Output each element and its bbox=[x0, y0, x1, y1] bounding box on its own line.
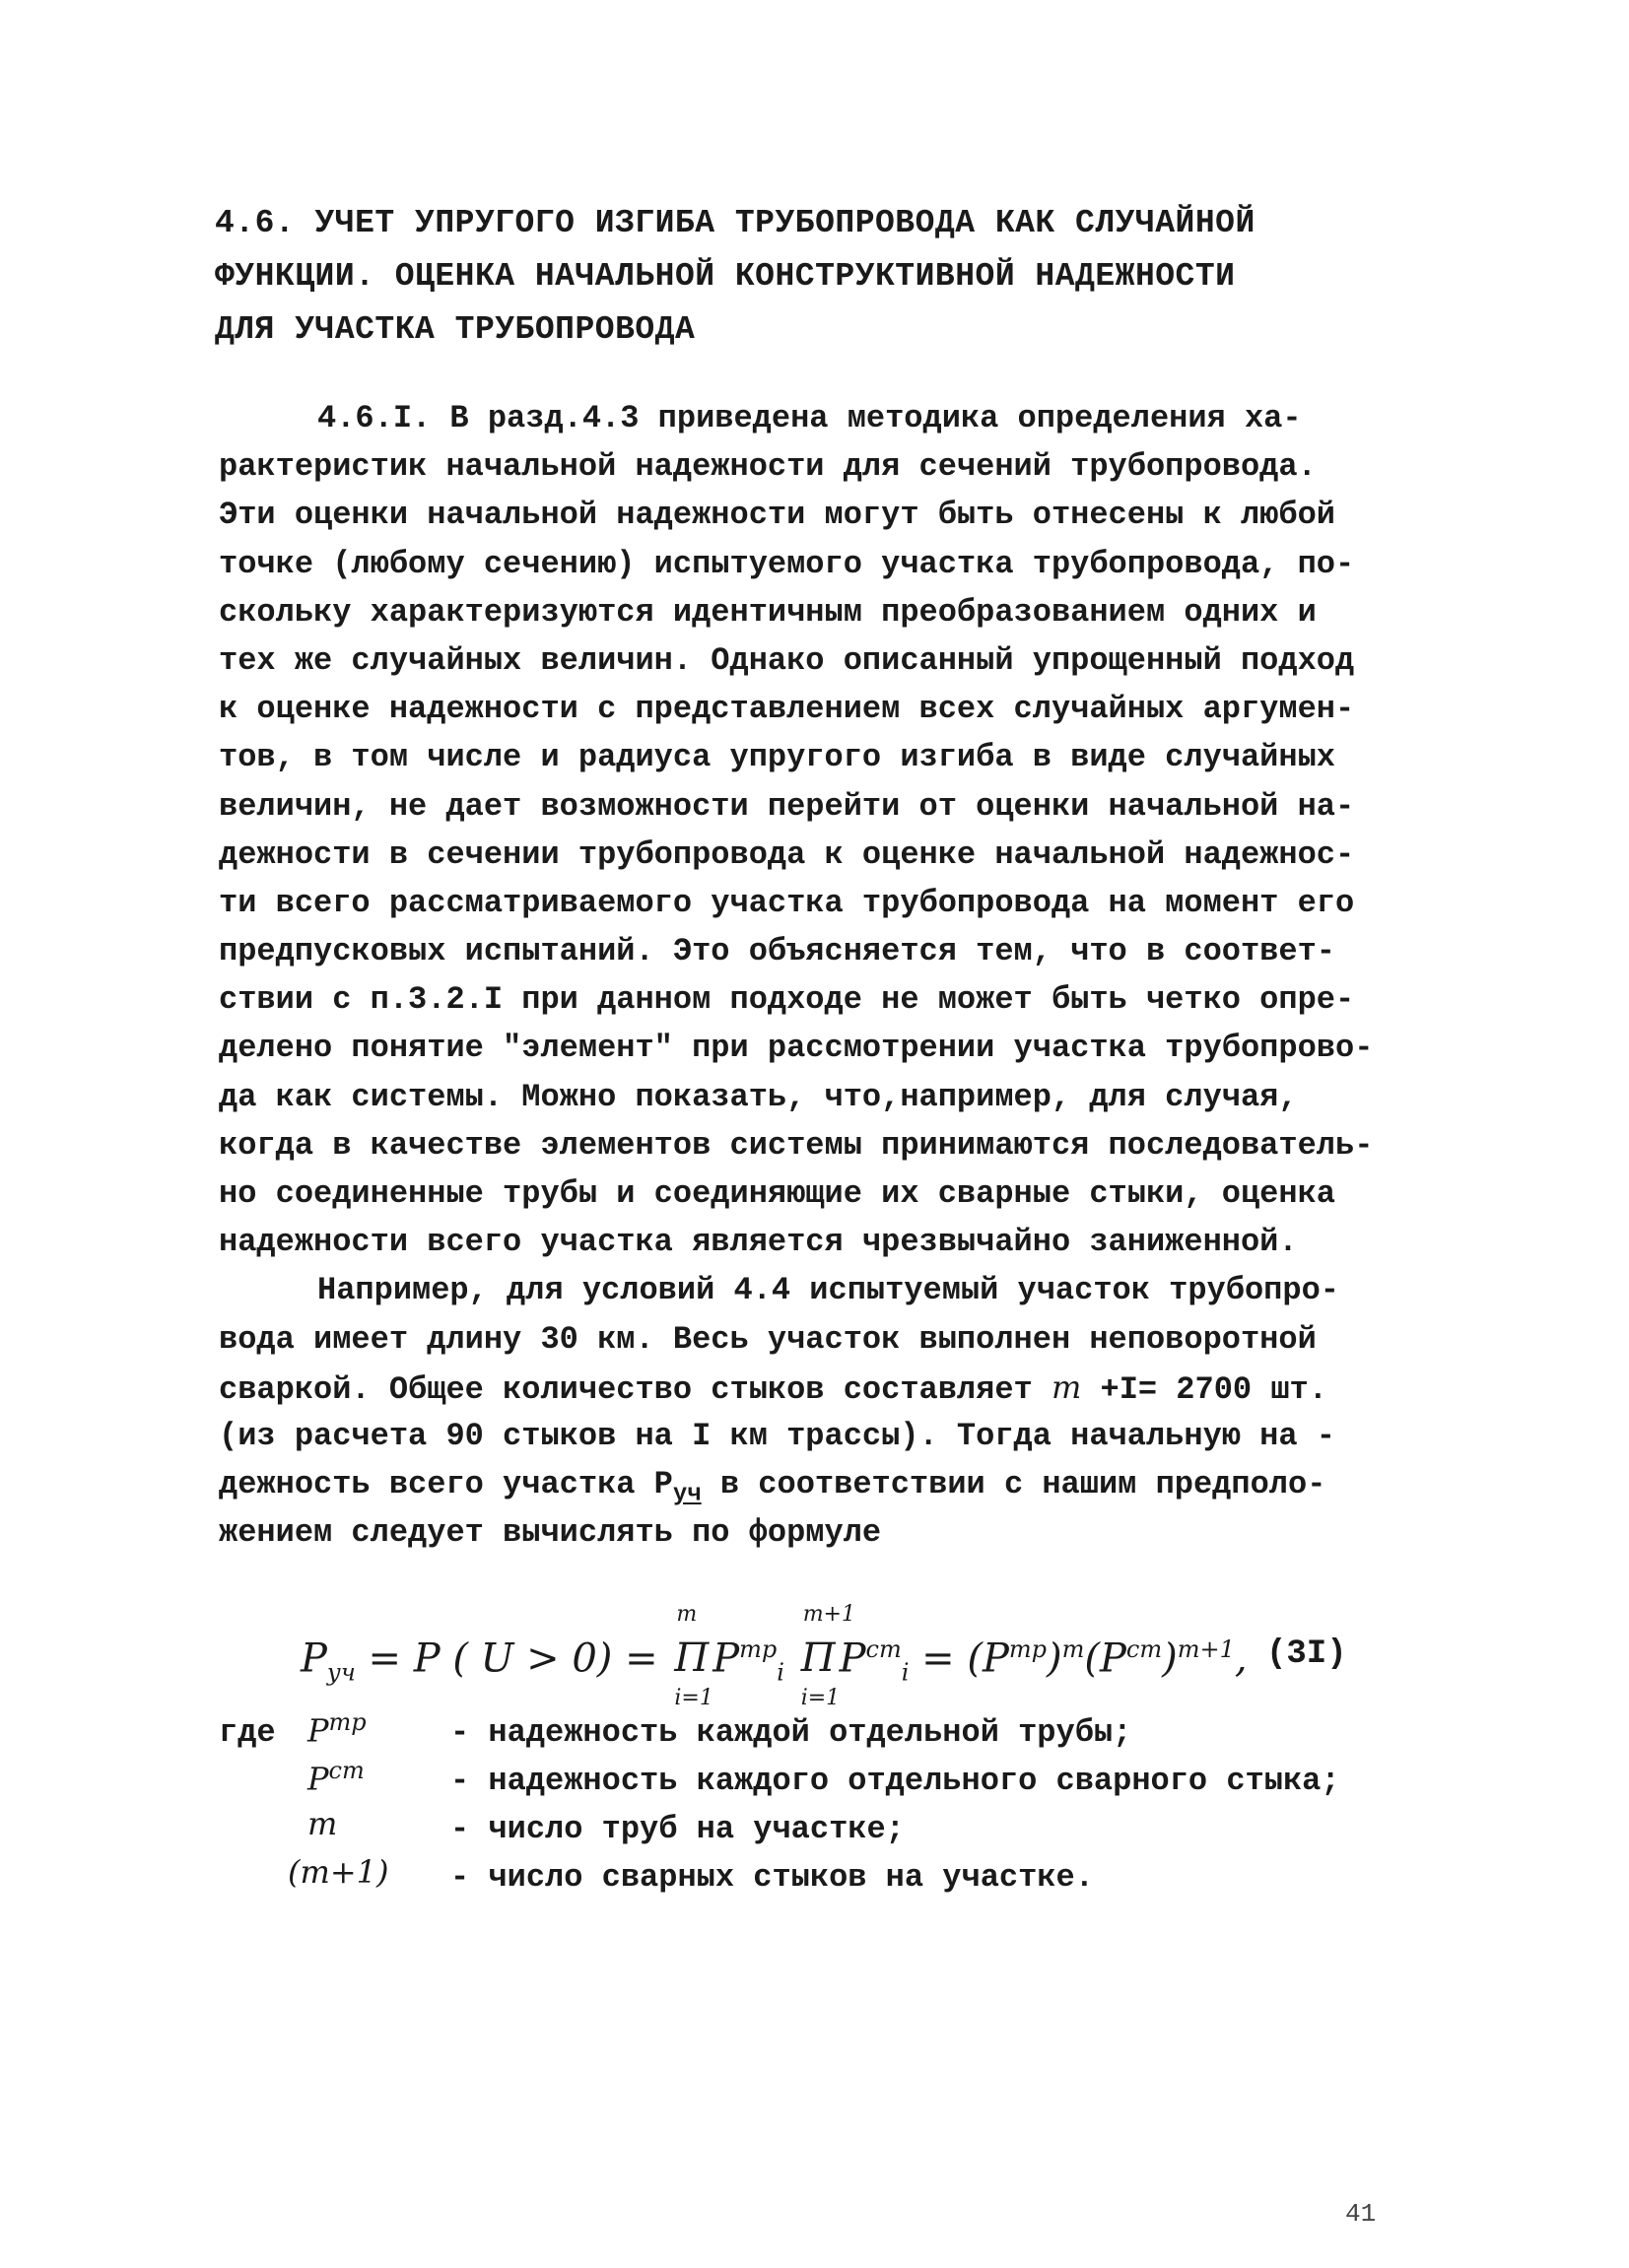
paragraph-line: Эти оценки начальной надежности могут быть отнесены к любой bbox=[219, 497, 1335, 534]
section-heading bbox=[215, 197, 1397, 357]
product-operator: Π m i=1 bbox=[674, 1602, 713, 1711]
paragraph-line: к оценке надежности с представлением всех случайных аргумен- bbox=[219, 691, 1355, 728]
text-span: в соответствии с нашим предполо- bbox=[701, 1466, 1326, 1503]
formula-number: (3I) bbox=[1266, 1635, 1347, 1673]
heading-line: ДЛЯ УЧАСТКА ТРУБОПРОВОДА bbox=[215, 311, 696, 348]
heading-line: ФУНКЦИИ. ОЦЕНКА НАЧАЛЬНОЙ КОНСТРУКТИВНОЙ НАДЕЖНОСТИ bbox=[215, 258, 1236, 295]
paragraph-line: (из расчета 90 стыков на I км трассы). Тогда начальную на - bbox=[219, 1417, 1335, 1454]
product-upper: m bbox=[676, 1602, 698, 1628]
p-st: P bbox=[839, 1635, 866, 1682]
p-tr-sup: тр bbox=[739, 1635, 778, 1663]
p-tr-sub: i bbox=[777, 1658, 784, 1687]
page-number: 41 bbox=[1345, 2199, 1377, 2229]
paragraph-line: дежности в сечении трубопровода к оценке начальной надежнос- bbox=[219, 835, 1355, 873]
definition-text: - число труб на участке; bbox=[450, 1811, 905, 1847]
text-span: сваркой. Общее количество стыков составляет bbox=[219, 1370, 1052, 1408]
definition-text: - надежность каждой отдельной трубы; bbox=[450, 1714, 1132, 1751]
paragraph-line: тов, в том числе и радиуса упругого изгиба в виде случайных bbox=[219, 739, 1335, 776]
paragraph-line: когда в качестве элементов системы принимаются последователь- bbox=[219, 1126, 1374, 1164]
math-subscript: уч bbox=[672, 1481, 702, 1508]
symbol-base: P bbox=[307, 1760, 329, 1798]
paragraph-line: скольку характеризуются идентичным преобразованием одних и bbox=[219, 593, 1317, 631]
math-symbol-p: P bbox=[653, 1466, 673, 1503]
p-st-sup: ст bbox=[865, 1635, 902, 1663]
formula-exp: m bbox=[1061, 1635, 1085, 1663]
formula-rhs-sup: ст bbox=[1125, 1635, 1163, 1663]
math-symbol-m: m bbox=[1051, 1367, 1082, 1406]
paragraph-line: вода имеет длину 30 км. Весь участок выполнен неповоротной bbox=[219, 1320, 1317, 1358]
formula-lhs: P bbox=[301, 1635, 327, 1682]
p-tr: P bbox=[713, 1635, 740, 1682]
symbol-sup: тр bbox=[328, 1708, 367, 1736]
symbol-base: m bbox=[307, 1805, 338, 1842]
where-label: где bbox=[219, 1714, 276, 1751]
symbol-sup: ст bbox=[328, 1757, 365, 1784]
paragraph-line: тех же случайных величин. Однако описанный упрощенный подход bbox=[219, 641, 1355, 679]
formula-comma: , bbox=[1234, 1635, 1248, 1682]
text-span: +I= 2700 шт. bbox=[1081, 1370, 1327, 1408]
product-lower: i=1 bbox=[674, 1686, 713, 1711]
formula-rhs-sup: тр bbox=[1008, 1635, 1047, 1663]
paragraph-line: но соединенные трубы и соединяющие их сварные стыки, оценка bbox=[219, 1175, 1335, 1212]
paragraph-line bbox=[219, 1460, 1421, 1508]
product-lower: i=1 bbox=[800, 1686, 841, 1711]
definition-symbol bbox=[307, 1805, 436, 1842]
symbol-base: P bbox=[307, 1711, 329, 1750]
paragraph-line: жением следует вычислять по формуле bbox=[219, 1514, 882, 1552]
text-span: дежность всего участка bbox=[219, 1466, 654, 1503]
formula-rhs: (P bbox=[1084, 1635, 1126, 1682]
paragraph-line: Например, для условий 4.4 испытуемый участок трубопро- bbox=[317, 1272, 1339, 1309]
product-upper: m+1 bbox=[802, 1602, 855, 1628]
heading-line: 4.6. УЧЕТ УПРУГОГО ИЗГИБА ТРУБОПРОВОДА КАК СЛУЧАЙНОЙ bbox=[215, 205, 1256, 241]
symbol-base: (m+1) bbox=[288, 1853, 389, 1891]
formula-eq: = P ( U > 0) = bbox=[355, 1635, 671, 1682]
paragraph-line: точке (любому сечению) испытуемого участка трубопровода, по- bbox=[219, 545, 1355, 582]
product-operator: Π m+1 i=1 bbox=[800, 1602, 855, 1711]
paragraph-line: да как системы. Можно показать, что,например, для случая, bbox=[219, 1078, 1298, 1115]
paragraph-line: предпусковых испытаний. Это объясняется тем, что в соответ- bbox=[219, 933, 1335, 970]
formula-exp: m+1 bbox=[1177, 1635, 1235, 1663]
formula-lhs-sub: уч bbox=[326, 1658, 356, 1687]
paragraph-line: 4.6.I. В разд.4.3 приведена методика определения ха- bbox=[317, 400, 1302, 436]
paragraph-line: ти всего рассматриваемого участка трубопровода на момент его bbox=[219, 884, 1355, 921]
formula-paren: ) bbox=[1162, 1635, 1178, 1682]
formula-31 bbox=[301, 1602, 1385, 1711]
paragraph-line: делено понятие "элемент" при рассмотрении участка трубопрово- bbox=[219, 1030, 1374, 1067]
definition-symbol bbox=[288, 1853, 416, 1891]
formula-rhs: = (P bbox=[909, 1635, 1009, 1682]
paragraph-line: рактеристик начальной надежности для сечений трубопровода. bbox=[219, 448, 1317, 486]
body-text bbox=[219, 394, 1421, 1558]
paragraph-line: надежности всего участка является чрезвычайно заниженной. bbox=[219, 1224, 1298, 1261]
paragraph-line: величин, не дает возможности перейти от оценки начальной на- bbox=[219, 787, 1355, 825]
p-st-sub: i bbox=[901, 1658, 910, 1687]
formula-paren: ) bbox=[1046, 1635, 1062, 1682]
definition-symbol bbox=[307, 1708, 436, 1750]
paragraph-line bbox=[219, 1364, 1421, 1412]
formula-body bbox=[301, 1602, 1248, 1711]
paragraph-line: ствии с п.3.2.I при данном подходе не может быть четко опре- bbox=[219, 981, 1355, 1019]
definition-text: - надежность каждого отдельного сварного стыка; bbox=[450, 1763, 1340, 1799]
definition-text: - число сварных стыков на участке. bbox=[450, 1859, 1094, 1896]
definition-symbol bbox=[307, 1757, 436, 1798]
